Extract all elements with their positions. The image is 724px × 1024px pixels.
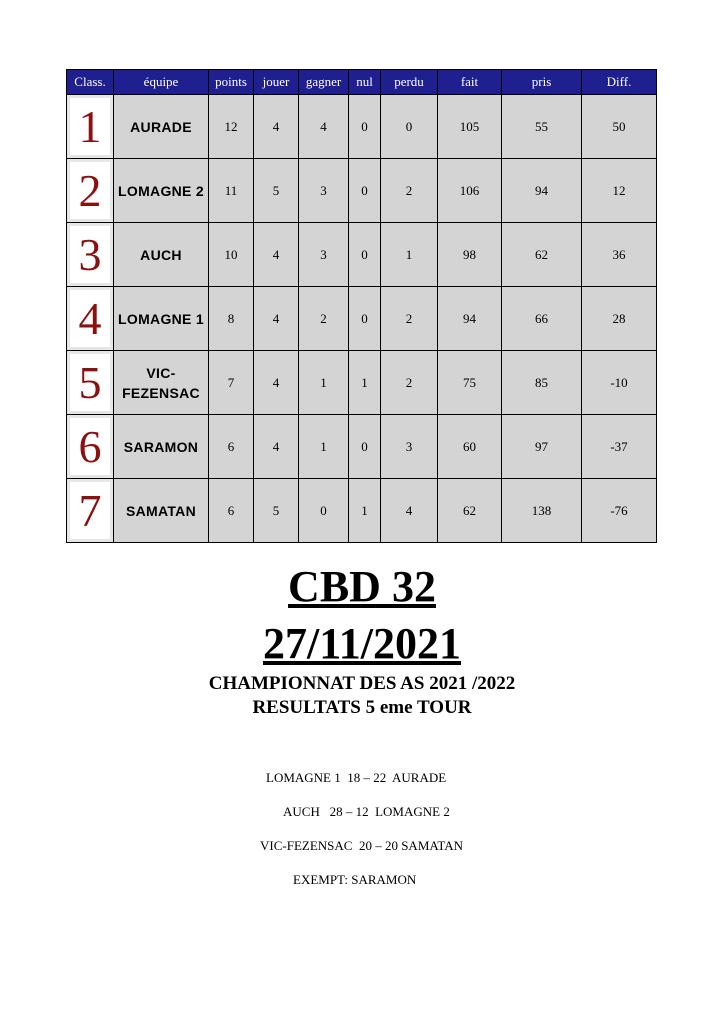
conceded-cell: 66 — [502, 287, 582, 351]
scored-cell: 106 — [438, 159, 502, 223]
match-result: AUCH 28 – 12 LOMAGNE 2 — [283, 804, 450, 819]
match-result: LOMAGNE 1 18 – 22 AURADE — [266, 770, 447, 785]
draw-cell: 0 — [349, 159, 381, 223]
diff-cell: -76 — [582, 479, 657, 543]
table-row — [67, 415, 657, 479]
table-row — [67, 479, 657, 543]
round-title: RESULTATS 5 eme TOUR — [252, 697, 472, 718]
points-cell: 8 — [209, 287, 254, 351]
diff-cell: 28 — [582, 287, 657, 351]
scored-cell: 60 — [438, 415, 502, 479]
rank-cell: 3 — [67, 223, 114, 287]
team-cell: AUCH — [114, 223, 209, 287]
scored-cell: 105 — [438, 95, 502, 159]
match-result: VIC-FEZENSAC 20 – 20 SAMATAN — [260, 838, 463, 853]
draw-cell: 0 — [349, 95, 381, 159]
team-cell: SAMATAN — [114, 479, 209, 543]
rank-cell: 5 — [67, 351, 114, 415]
header-class: Class. — [67, 70, 114, 95]
conceded-cell: 62 — [502, 223, 582, 287]
lost-cell: 2 — [381, 159, 438, 223]
table-row — [67, 159, 657, 223]
diff-cell: 12 — [582, 159, 657, 223]
won-cell: 3 — [299, 159, 349, 223]
standings-table — [66, 69, 657, 543]
lost-cell: 2 — [381, 287, 438, 351]
points-cell: 6 — [209, 415, 254, 479]
won-cell: 2 — [299, 287, 349, 351]
rank-cell: 4 — [67, 287, 114, 351]
scored-cell: 62 — [438, 479, 502, 543]
header-draw: nul — [349, 70, 381, 95]
lost-cell: 3 — [381, 415, 438, 479]
table-row — [67, 287, 657, 351]
conceded-cell: 55 — [502, 95, 582, 159]
points-cell: 11 — [209, 159, 254, 223]
rank-cell: 6 — [67, 415, 114, 479]
team-cell: SARAMON — [114, 415, 209, 479]
played-cell: 4 — [254, 287, 299, 351]
team-cell: VIC-FEZENSAC — [114, 351, 209, 415]
table-row — [67, 223, 657, 287]
points-cell: 7 — [209, 351, 254, 415]
draw-cell: 0 — [349, 415, 381, 479]
won-cell: 4 — [299, 95, 349, 159]
header-conceded: pris — [502, 70, 582, 95]
won-cell: 3 — [299, 223, 349, 287]
won-cell: 0 — [299, 479, 349, 543]
championship-title: CHAMPIONNAT DES AS 2021 /2022 — [208, 673, 516, 694]
lost-cell: 1 — [381, 223, 438, 287]
played-cell: 5 — [254, 479, 299, 543]
played-cell: 4 — [254, 95, 299, 159]
points-cell: 6 — [209, 479, 254, 543]
points-cell: 12 — [209, 95, 254, 159]
page-title: CBD 32 — [288, 562, 436, 611]
header-row — [67, 70, 657, 95]
conceded-cell: 138 — [502, 479, 582, 543]
conceded-cell: 85 — [502, 351, 582, 415]
team-cell: AURADE — [114, 95, 209, 159]
rank-cell: 7 — [67, 479, 114, 543]
table-row — [67, 95, 657, 159]
diff-cell: -10 — [582, 351, 657, 415]
team-cell: LOMAGNE 1 — [114, 287, 209, 351]
rank-cell: 1 — [67, 95, 114, 159]
header-played: jouer — [254, 70, 299, 95]
conceded-cell: 94 — [502, 159, 582, 223]
won-cell: 1 — [299, 351, 349, 415]
draw-cell: 0 — [349, 287, 381, 351]
draw-cell: 1 — [349, 351, 381, 415]
page-date: 27/11/2021 — [262, 619, 462, 668]
header-team: équipe — [114, 70, 209, 95]
draw-cell: 1 — [349, 479, 381, 543]
header-scored: fait — [438, 70, 502, 95]
played-cell: 4 — [254, 223, 299, 287]
diff-cell: 36 — [582, 223, 657, 287]
header-won: gagner — [299, 70, 349, 95]
team-cell: LOMAGNE 2 — [114, 159, 209, 223]
rank-cell: 2 — [67, 159, 114, 223]
exempt-team: EXEMPT: SARAMON — [293, 872, 417, 887]
draw-cell: 0 — [349, 223, 381, 287]
won-cell: 1 — [299, 415, 349, 479]
diff-cell: 50 — [582, 95, 657, 159]
played-cell: 5 — [254, 159, 299, 223]
conceded-cell: 97 — [502, 415, 582, 479]
scored-cell: 94 — [438, 287, 502, 351]
header-points: points — [209, 70, 254, 95]
header-lost: perdu — [381, 70, 438, 95]
played-cell: 4 — [254, 351, 299, 415]
played-cell: 4 — [254, 415, 299, 479]
header-diff: Diff. — [582, 70, 657, 95]
table-row — [67, 351, 657, 415]
lost-cell: 2 — [381, 351, 438, 415]
diff-cell: -37 — [582, 415, 657, 479]
scored-cell: 75 — [438, 351, 502, 415]
scored-cell: 98 — [438, 223, 502, 287]
lost-cell: 0 — [381, 95, 438, 159]
points-cell: 10 — [209, 223, 254, 287]
lost-cell: 4 — [381, 479, 438, 543]
